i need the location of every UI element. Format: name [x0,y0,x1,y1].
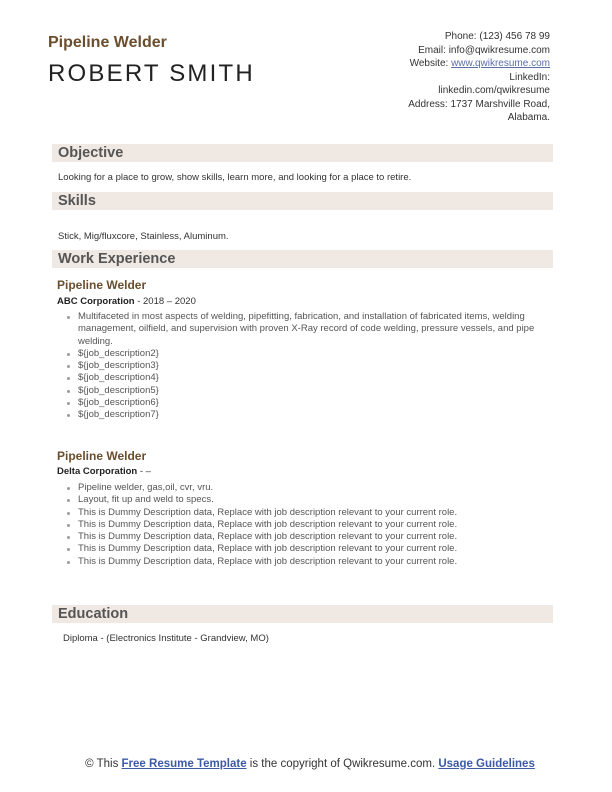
job1-bullets [66,311,546,422]
candidate-name: ROBERT SMITH [48,60,255,87]
phone-value: (123) 456 78 99 [479,31,550,42]
linkedin-label: LinkedIn: [509,71,550,83]
list-item: ${job_description7} [66,409,546,421]
resume-header [48,30,558,130]
list-item: Pipeline welder, gas,oil, cvr, vru. [66,482,546,494]
list-item: This is Dummy Description data, Replace with job description relevant to your current role. [66,531,546,543]
list-item: ${job_description3} [66,360,546,372]
phone-line [370,30,550,44]
address-value: 1737 Marshville Road, Alabama. [450,98,550,123]
address-label: Address: [408,98,448,110]
website-line [370,57,550,71]
website-link[interactable]: www.qwikresume.com [451,58,550,69]
job1-company: ABC Corporation [57,296,135,307]
skills-section-header [52,192,553,210]
list-item: ${job_description5} [66,385,546,397]
objective-section-header [52,144,553,162]
skills-text: Stick, Mig/fluxcore, Stainless, Aluminum. [58,231,229,242]
contact-block [370,30,550,125]
job1-company-line [57,296,196,307]
linkedin-value: linkedin.com/qwikresume [438,85,550,96]
address-line [370,98,550,125]
list-item: Layout, fit up and weld to specs. [66,494,546,506]
list-item: ${job_description2} [66,348,546,360]
job2-bullets [66,482,546,568]
experience-section-header [52,250,553,268]
email-label: Email: [418,44,446,56]
list-item: ${job_description4} [66,372,546,384]
experience-title: Work Experience [58,251,176,267]
job2-company: Delta Corporation [57,466,138,477]
free-resume-template-link[interactable]: Free Resume Template [121,758,247,770]
job2-company-line [57,466,151,477]
objective-text: Looking for a place to grow, show skills, learn more, and looking for a place to retire. [58,172,412,183]
skills-title: Skills [58,193,96,209]
website-label: Website: [409,58,449,69]
footer-middle: is the copyright of Qwikresume.com. [249,758,436,770]
list-item: Multifaceted in most aspects of welding, pipefitting, fabrication, and installation of fabricated items, welding management, oilfield, and supervision with proven X-Ray record of code welding, pressure vessels, and pipe welding. [66,311,546,348]
list-item: This is Dummy Description data, Replace with job description relevant to your current role. [66,507,546,519]
usage-guidelines-link[interactable]: Usage Guidelines [438,758,535,770]
job-title: Pipeline Welder [48,34,167,51]
job1-dates: - 2018 – 2020 [134,296,196,307]
list-item: This is Dummy Description data, Replace with job description relevant to your current role. [66,543,546,555]
footer-prefix: © This [85,758,119,770]
job2-title: Pipeline Welder [57,449,147,463]
education-section-header [52,605,553,623]
copyright-footer [80,757,540,771]
list-item: ${job_description6} [66,397,546,409]
email-line [370,44,550,58]
email-value: info@qwikresume.com [448,44,550,56]
education-title: Education [58,606,129,622]
job1-title: Pipeline Welder [57,278,147,292]
phone-label: Phone: [444,31,477,42]
list-item: This is Dummy Description data, Replace with job description relevant to your current role. [66,519,546,531]
job2-dates: - – [137,466,151,477]
list-item: This is Dummy Description data, Replace with job description relevant to your current role. [66,556,546,568]
objective-title: Objective [58,145,124,161]
education-text: Diploma - (Electronics Institute - Grandview, MO) [63,633,269,644]
